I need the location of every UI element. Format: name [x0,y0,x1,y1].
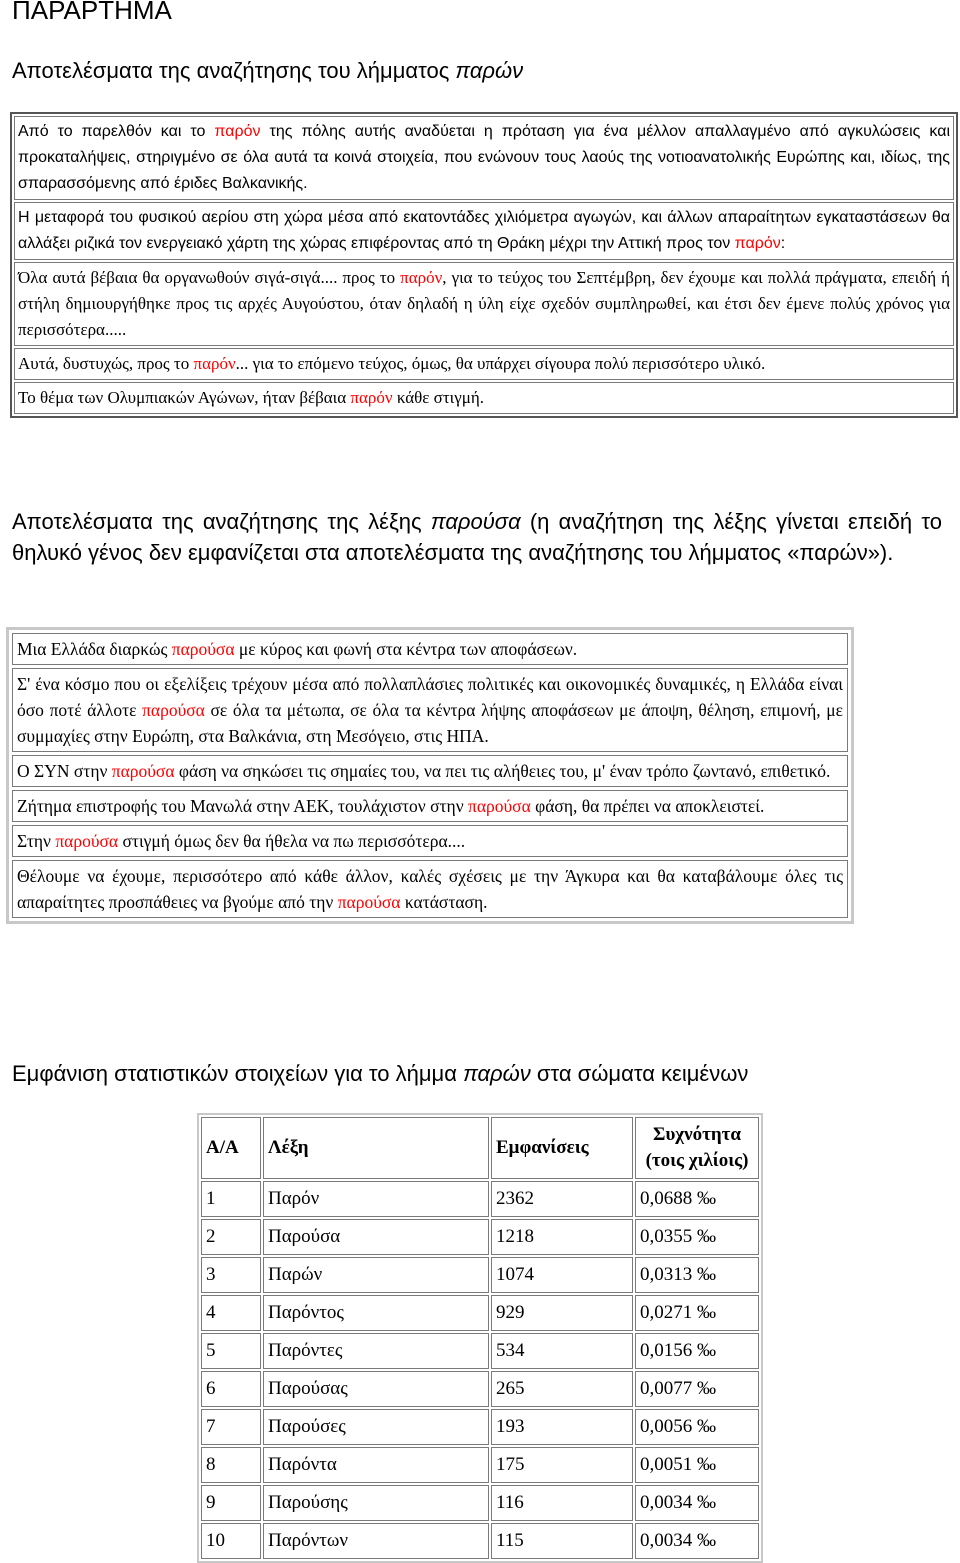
result-text-before: Η μεταφορά του φυσικού αερίου στη χώρα μέσα από εκατοντάδες χιλιόμετρα αγωγών, και άλλων απαραίτητων εγκαταστάσεων θα αλλάξει ριζικά τον ενεργειακό χάρτη της χώρας επιφέροντας από τη Θράκη μέχρι την Αττική προς τον [18,209,950,252]
result-cell [14,262,954,346]
table-row [201,1523,759,1559]
column-header-word: Λέξη [263,1117,489,1179]
result-cell [12,790,848,822]
result-cell [14,116,954,200]
cell-count: 175 [491,1447,633,1483]
cell-num: 7 [201,1409,261,1445]
table-row [201,1181,759,1217]
cell-word: Παρούσα [263,1219,489,1255]
result-cell [12,633,848,665]
result-row [14,202,954,260]
result-text-after: σε όλα τα μέτωπα, σε όλα τα κέντρα λήψης αποφάσεων με άποψη, θέληση, επιμονή, με συμμαχίες στην Ευρώπη, στα Βαλκάνια, στη Μεσόγειο, στις ΗΠΑ. [17,700,843,746]
parousa-results-table [6,627,854,924]
result-cell [12,755,848,787]
table-row [201,1219,759,1255]
cell-word: Παρούσες [263,1409,489,1445]
table-header-row [201,1117,759,1179]
cell-word: Παρούσης [263,1485,489,1521]
search-hit: παρόν [400,268,443,287]
section3-heading-tail: στα σώματα κειμένων [530,1061,749,1086]
section3-heading-text: Εμφάνιση στατιστικών στοιχείων για το λήμμα [12,1061,464,1086]
result-text-before: Ο ΣΥΝ στην [17,761,112,781]
column-header-count: Εμφανίσεις [491,1117,633,1179]
cell-frequency: 0,0056 ‰ [635,1409,759,1445]
result-row [14,382,954,414]
cell-frequency: 0,0051 ‰ [635,1447,759,1483]
result-text-before: Θέλουμε να έχουμε, περισσότερο από κάθε άλλον, καλές σχέσεις με την Άγκυρα και θα καταβάλουμε όλες τις απαραίτητες προσπάθειες να βγούμε από την [17,866,843,912]
result-text-after: ... για το επόμενο τεύχος, όμως, θα υπάρχει σίγουρα πολύ περισσότερο υλικό. [235,354,766,373]
cell-count: 193 [491,1409,633,1445]
cell-word: Παρούσας [263,1371,489,1407]
table-row [201,1485,759,1521]
cell-num: 10 [201,1523,261,1559]
result-text-before: Όλα αυτά βέβαια θα οργανωθούν σιγά-σιγά.... προς το [18,268,401,287]
cell-frequency: 0,0688 ‰ [635,1181,759,1217]
result-cell [14,382,954,414]
section2-heading-text: Αποτελέσματα της αναζήτησης της λέξης [12,509,431,534]
result-text-before: Ζήτημα επιστροφής του Μανωλά στην ΑΕΚ, τουλάχιστον στην [17,796,469,816]
cell-word: Παρόντων [263,1523,489,1559]
section1-heading-text: Αποτελέσματα της αναζήτησης του λήμματος [12,58,456,83]
result-row [12,790,848,822]
cell-word: Παρών [263,1257,489,1293]
result-cell [12,825,848,857]
cell-count: 2362 [491,1181,633,1217]
cell-num: 4 [201,1295,261,1331]
column-header-frequency [635,1117,759,1179]
search-hit: παρούσα [142,700,205,720]
section1-heading [12,56,523,86]
paron-results-table [10,112,958,418]
search-hit: παρούσα [55,831,119,851]
result-cell [12,668,848,752]
cell-count: 929 [491,1295,633,1331]
result-text-before: Από το παρελθόν και το [18,123,215,140]
cell-frequency: 0,0034 ‰ [635,1523,759,1559]
result-text-after: με κύρος και φωνή στα κέντρα των αποφάσεων. [234,639,578,659]
cell-frequency: 0,0271 ‰ [635,1295,759,1331]
result-text-after: : [780,235,786,252]
cell-num: 6 [201,1371,261,1407]
search-hit: παρόν [193,354,236,373]
cell-count: 1218 [491,1219,633,1255]
cell-num: 5 [201,1333,261,1369]
page-title: ΠΑΡΑΡΤΗΜΑ [12,0,172,25]
result-text-after: , για το τεύχος του Σεπτέμβρη, δεν έχουμε και πολλά πράγματα, επειδή ή στήλη δημιουργήθηκε προς τις αρχές Αυγούστου, όταν δηλαδή η ύλη είχε σχεδόν συμπληρωθεί, και έτσι δεν έμενε πολύς χρόνος για περισσότερα..... [18,268,950,339]
search-hit: παρούσα [468,796,531,816]
cell-word: Παρόντα [263,1447,489,1483]
cell-word: Παρόν [263,1181,489,1217]
result-row [14,116,954,200]
result-row [12,860,848,918]
result-row [12,668,848,752]
cell-word: Παρόντος [263,1295,489,1331]
section3-heading-term: παρών [463,1061,531,1086]
table-row [201,1257,759,1293]
search-hit: παρόν [214,123,261,140]
result-cell [14,348,954,380]
search-hit: παρούσα [337,892,401,912]
table-row [201,1447,759,1483]
cell-word: Παρόντες [263,1333,489,1369]
table-row [201,1371,759,1407]
search-hit: παρόν [350,388,393,407]
cell-num: 8 [201,1447,261,1483]
result-row [12,755,848,787]
result-cell [12,860,848,918]
result-text-after: φάση να σηκώσει τις σημαίες του, να πει τις αλήθειες του, μ' έναν τρόπο ζωντανό, επιθετικό. [174,761,831,781]
cell-num: 2 [201,1219,261,1255]
result-text-after: κατάσταση. [400,892,488,912]
table-row [201,1295,759,1331]
search-hit: παρούσα [171,639,235,659]
result-text-after: στιγμή όμως δεν θα ήθελα να πω περισσότερα.... [118,831,466,851]
cell-num: 3 [201,1257,261,1293]
search-hit: παρούσα [111,761,175,781]
cell-frequency: 0,0034 ‰ [635,1485,759,1521]
result-row [14,348,954,380]
result-text-after: της πόλης αυτής αναδύεται η πρόταση για ένα μέλλον απαλλαγμένο από αγκυλώσεις και προκαταλήψεις, στηριγμένο σε όλα αυτά τα κοινά στοιχεία, που ενώνουν τους λαούς της νοτιοανατολικής Ευρώπης και, ιδίως, της σπαρασσόμενης από έριδες Βαλκανικής. [18,123,950,192]
result-text-before: Σ' ένα κόσμο που οι εξελίξεις τρέχουν μέσα από πολλαπλάσιες πολιτικές και οικονομικές δυναμικές, η Ελλάδα είναι όσο ποτέ άλλοτε [17,674,843,720]
statistics-table [197,1113,763,1563]
result-row [12,633,848,665]
column-header-num: Α/Α [201,1117,261,1179]
table-row [201,1409,759,1445]
cell-frequency: 0,0313 ‰ [635,1257,759,1293]
section3-heading [12,1058,748,1090]
result-text-before: Το θέμα των Ολυμπιακών Αγώνων, ήταν βέβαια [18,388,351,407]
result-text-after: κάθε στιγμή. [392,388,485,407]
result-text-before: Μια Ελλάδα διαρκώς [17,639,172,659]
cell-count: 1074 [491,1257,633,1293]
result-text-before: Στην [17,831,56,851]
result-text-before: Αυτά, δυστυχώς, προς το [18,354,194,373]
result-cell [14,202,954,260]
result-text-after: φάση, θα πρέπει να αποκλειστεί. [530,796,765,816]
search-hit: παρόν [734,235,781,252]
cell-num: 1 [201,1181,261,1217]
cell-count: 116 [491,1485,633,1521]
frequency-header-line1: Συχνότητα [653,1124,741,1145]
cell-count: 265 [491,1371,633,1407]
result-row [14,262,954,346]
cell-frequency: 0,0355 ‰ [635,1219,759,1255]
result-row [12,825,848,857]
section2-heading-term: παρούσα [430,509,521,534]
cell-frequency: 0,0156 ‰ [635,1333,759,1369]
frequency-header-line2: (τοις χιλίοις) [645,1150,749,1171]
table-row [201,1333,759,1369]
cell-frequency: 0,0077 ‰ [635,1371,759,1407]
section2-heading [12,506,942,568]
cell-num: 9 [201,1485,261,1521]
section1-heading-term: παρών [455,58,524,83]
cell-count: 534 [491,1333,633,1369]
cell-count: 115 [491,1523,633,1559]
section2-heading-note: (η αναζήτηση της λέξης γίνεται επειδή το θηλυκό γένος δεν εμφανίζεται στα αποτελέσματα της αναζήτησης του λήμματος «παρών»). [12,509,943,565]
